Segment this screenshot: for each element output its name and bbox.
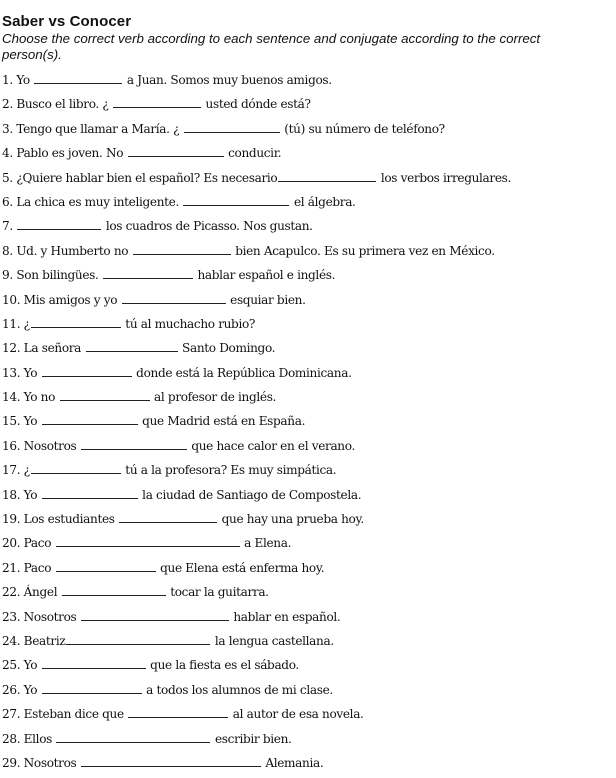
exercise-item bbox=[2, 242, 614, 266]
exercise-item bbox=[2, 608, 614, 632]
item-prompt-before: 13. Yo bbox=[2, 365, 41, 380]
exercise-item bbox=[2, 266, 614, 290]
exercise-item bbox=[2, 193, 614, 217]
answer-blank[interactable] bbox=[128, 705, 228, 718]
answer-blank[interactable] bbox=[122, 291, 226, 304]
item-prompt-after: hablar español e inglés. bbox=[194, 268, 336, 283]
item-prompt-before: 16. Nosotros bbox=[2, 438, 80, 453]
item-prompt-before: 6. La chica es muy inteligente. bbox=[2, 194, 183, 209]
answer-blank[interactable] bbox=[42, 656, 146, 669]
answer-blank[interactable] bbox=[103, 266, 193, 279]
item-prompt-before: 14. Yo no bbox=[2, 390, 59, 405]
answer-blank[interactable] bbox=[56, 534, 240, 547]
exercise-item bbox=[2, 412, 614, 436]
item-prompt-after: tocar la guitarra. bbox=[166, 585, 269, 600]
answer-blank[interactable] bbox=[42, 364, 132, 377]
answer-blank[interactable] bbox=[31, 315, 121, 328]
item-prompt-before: 24. Beatriz bbox=[2, 633, 66, 648]
exercise-item bbox=[2, 510, 614, 534]
exercise-item bbox=[2, 144, 614, 168]
item-prompt-after: Santo Domingo. bbox=[178, 341, 276, 356]
item-prompt-before: 21. Paco bbox=[2, 560, 55, 575]
item-prompt-after: donde está la República Dominicana. bbox=[132, 365, 352, 380]
item-prompt-before: 4. Pablo es joven. No bbox=[2, 146, 127, 161]
item-prompt-after: bien Acapulco. Es su primera vez en México. bbox=[231, 243, 495, 258]
item-prompt-before: 1. Yo bbox=[2, 73, 34, 87]
item-prompt-after: la lengua castellana. bbox=[211, 633, 334, 648]
item-prompt-after: al profesor de inglés. bbox=[150, 390, 277, 405]
item-prompt-after: a Elena. bbox=[240, 536, 292, 551]
answer-blank[interactable] bbox=[113, 95, 201, 108]
item-prompt-after: que hay una prueba hoy. bbox=[218, 512, 364, 527]
item-prompt-before: 23. Nosotros bbox=[2, 609, 80, 624]
item-prompt-after: al autor de esa novela. bbox=[229, 707, 364, 722]
answer-blank[interactable] bbox=[42, 486, 138, 499]
answer-blank[interactable] bbox=[86, 339, 178, 352]
item-prompt-after: que Madrid está en España. bbox=[138, 414, 306, 429]
item-prompt-before: 3. Tengo que llamar a María. ¿ bbox=[2, 121, 183, 136]
exercise-item bbox=[2, 705, 614, 729]
item-prompt-after: tú al muchacho rubio? bbox=[121, 316, 256, 331]
item-prompt-before: 18. Yo bbox=[2, 487, 41, 502]
item-prompt-after: los verbos irregulares. bbox=[377, 170, 512, 185]
exercise-item bbox=[2, 169, 614, 193]
exercise-item bbox=[2, 71, 614, 95]
item-prompt-before: 26. Yo bbox=[2, 682, 41, 697]
answer-blank[interactable] bbox=[183, 193, 289, 206]
answer-blank[interactable] bbox=[184, 120, 280, 133]
exercise-item bbox=[2, 120, 614, 144]
answer-blank[interactable] bbox=[60, 388, 150, 401]
answer-blank[interactable] bbox=[128, 144, 224, 157]
answer-blank[interactable] bbox=[66, 632, 210, 645]
item-prompt-after: tú a la profesora? Es muy simpática. bbox=[121, 463, 337, 478]
item-prompt-before: 10. Mis amigos y yo bbox=[2, 292, 121, 307]
item-prompt-after: el álgebra. bbox=[290, 194, 356, 209]
item-prompt-before: 8. Ud. y Humberto no bbox=[2, 243, 132, 258]
instructions: Choose the correct verb according to each sentence and conjugate according to the correct person(s). bbox=[2, 31, 541, 62]
item-prompt-before: 22. Ángel bbox=[2, 585, 61, 600]
item-prompt-after: (tú) su número de teléfono? bbox=[280, 121, 445, 136]
item-prompt-after: que la fiesta es el sábado. bbox=[146, 658, 299, 673]
answer-blank[interactable] bbox=[81, 608, 229, 621]
answer-blank[interactable] bbox=[81, 437, 187, 450]
page-title: Saber vs Conocer bbox=[2, 13, 132, 30]
item-prompt-after: que hace calor en el verano. bbox=[187, 438, 355, 453]
item-prompt-before: 9. Son bilingües. bbox=[2, 268, 102, 283]
item-prompt-before: 29. Nosotros bbox=[2, 755, 80, 770]
exercise-item bbox=[2, 388, 614, 412]
item-prompt-before: 2. Busco el libro. ¿ bbox=[2, 97, 113, 112]
item-prompt-before: 28. Ellos bbox=[2, 731, 56, 746]
item-prompt-before: 25. Yo bbox=[2, 658, 41, 673]
exercise-item bbox=[2, 486, 614, 510]
item-prompt-after: la ciudad de Santiago de Compostela. bbox=[138, 487, 362, 502]
answer-blank[interactable] bbox=[119, 510, 217, 523]
exercise-item bbox=[2, 291, 614, 315]
item-prompt-after: escribir bien. bbox=[211, 731, 292, 746]
exercise-item bbox=[2, 754, 614, 778]
answer-blank[interactable] bbox=[17, 217, 101, 230]
exercise-item bbox=[2, 437, 614, 461]
exercise-item bbox=[2, 534, 614, 558]
exercise-item bbox=[2, 95, 614, 119]
item-prompt-after: los cuadros de Picasso. Nos gustan. bbox=[102, 219, 313, 234]
item-prompt-after: esquiar bien. bbox=[226, 292, 306, 307]
answer-blank[interactable] bbox=[42, 412, 138, 425]
item-prompt-before: 15. Yo bbox=[2, 414, 41, 429]
exercise-item bbox=[2, 730, 614, 754]
item-prompt-after: usted dónde está? bbox=[202, 97, 311, 112]
exercise-item bbox=[2, 656, 614, 680]
exercise-item bbox=[2, 364, 614, 388]
exercise-item bbox=[2, 461, 614, 485]
item-prompt-before: 11. ¿ bbox=[2, 316, 30, 331]
item-prompt-before: 20. Paco bbox=[2, 536, 55, 551]
item-prompt-after: hablar en español. bbox=[229, 609, 341, 624]
answer-blank[interactable] bbox=[56, 730, 210, 743]
exercise-item bbox=[2, 339, 614, 363]
answer-blank[interactable] bbox=[81, 754, 261, 767]
item-prompt-before: 12. La señora bbox=[2, 341, 85, 356]
answer-blank[interactable] bbox=[133, 242, 231, 255]
item-prompt-after: que Elena está enferma hoy. bbox=[156, 560, 325, 575]
item-prompt-before: 27. Esteban dice que bbox=[2, 707, 128, 722]
item-prompt-after: Alemania. bbox=[261, 755, 324, 770]
exercise-item bbox=[2, 632, 614, 656]
exercise-item bbox=[2, 217, 614, 241]
item-prompt-after: a Juan. Somos muy buenos amigos. bbox=[123, 73, 332, 87]
item-prompt-before: 19. Los estudiantes bbox=[2, 512, 119, 527]
exercise-item bbox=[2, 583, 614, 607]
exercise-item bbox=[2, 559, 614, 583]
exercise-item bbox=[2, 315, 614, 339]
answer-blank[interactable] bbox=[31, 461, 121, 474]
answer-blank[interactable] bbox=[42, 681, 142, 694]
answer-blank[interactable] bbox=[278, 169, 376, 182]
exercise-item bbox=[2, 681, 614, 705]
item-prompt-before: 5. ¿Quiere hablar bien el español? Es necesario bbox=[2, 170, 278, 185]
answer-blank[interactable] bbox=[62, 583, 166, 596]
item-prompt-after: conducir. bbox=[224, 146, 282, 161]
answer-blank[interactable] bbox=[34, 71, 122, 84]
answer-blank[interactable] bbox=[56, 559, 156, 572]
item-prompt-before: 17. ¿ bbox=[2, 463, 30, 478]
item-prompt-before: 7. bbox=[2, 219, 17, 234]
exercise-list bbox=[2, 71, 614, 778]
item-prompt-after: a todos los alumnos de mi clase. bbox=[142, 682, 333, 697]
